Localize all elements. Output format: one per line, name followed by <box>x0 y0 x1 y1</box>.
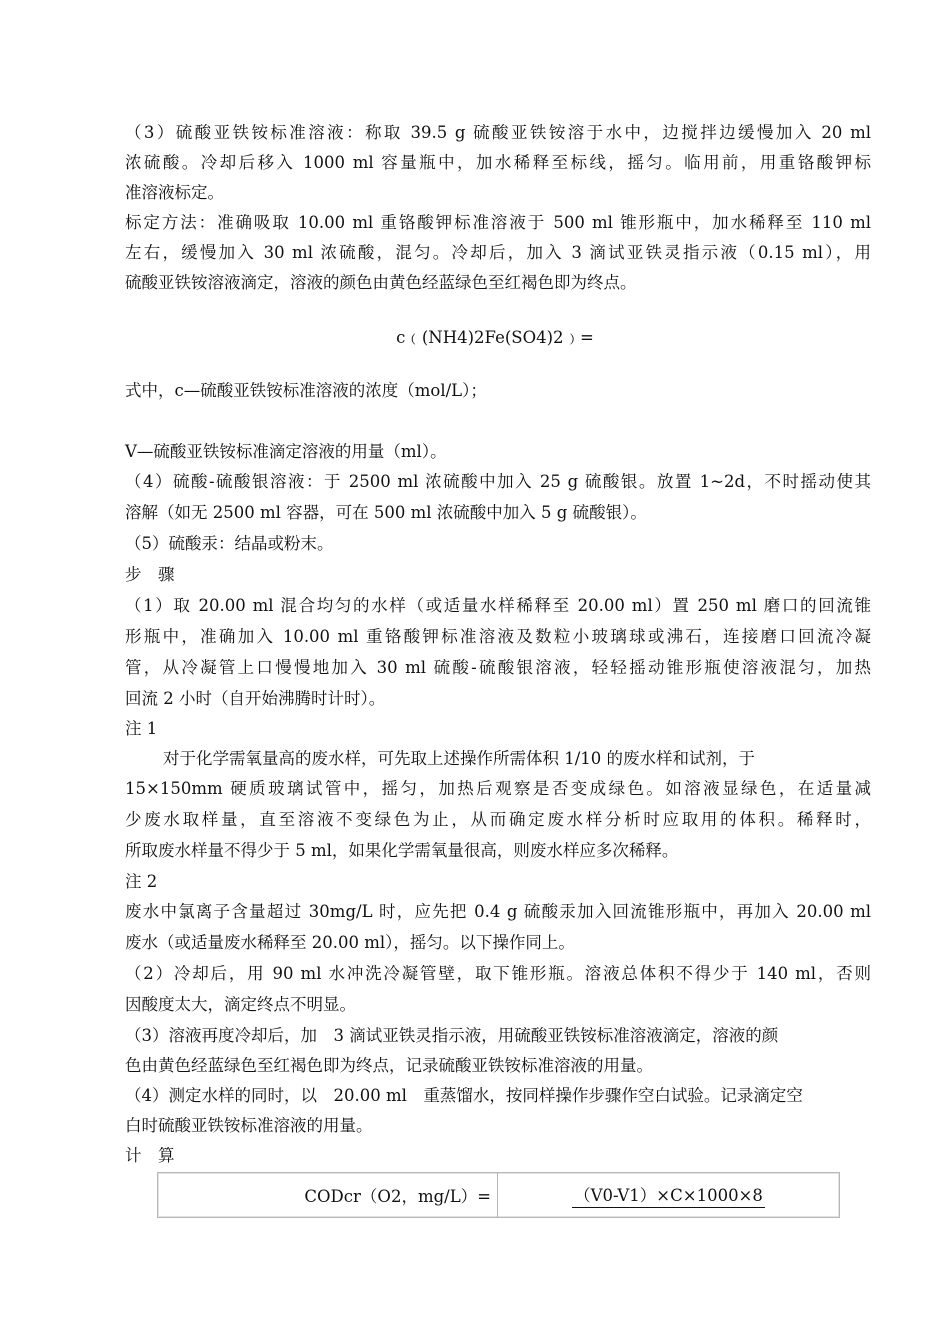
section-heading-calculation: 计 算 <box>125 1146 175 1165</box>
paragraph-line: 溶解（如无 2500 ml 容器，可在 500 ml 浓硫酸中加入 5 g 硫酸银）。 <box>125 503 647 522</box>
note-heading-1: 注 1 <box>125 719 158 738</box>
paragraph-line: 左右，缓慢加入 30 ml 浓硫酸，混匀。冷却后，加入 3 滴试亚铁灵指示液（0.15 ml），用 <box>125 243 871 262</box>
paragraph-line: 浓硫酸。冷却后移入 1000 ml 容量瓶中，加水稀释至标线，摇匀。临用前，用重铬酸钾标 <box>125 153 871 172</box>
paragraph-line: （3）硫酸亚铁铵标准溶液：称取 39.5 g 硫酸亚铁铵溶于水中，边搅拌边缓慢加入 20 ml <box>125 123 871 142</box>
paragraph-line: 准溶液标定。 <box>125 183 224 202</box>
paragraph-line: V—硫酸亚铁铵标准滴定溶液的用量（ml）。 <box>125 442 447 461</box>
cod-formula-table <box>157 1172 840 1218</box>
paragraph-line: （2）冷却后，用 90 ml 水冲洗冷凝管壁，取下锥形瓶。溶液总体积不得少于 140 ml，否则 <box>125 964 871 983</box>
paragraph-line: 少废水取样量，直至溶液不变绿色为止，从而确定废水样分析时应取用的体积。稀释时， <box>125 810 871 829</box>
paragraph-line: （4）测定水样的同时，以 20.00 ml 重蒸馏水，按同样操作步骤作空白试验。记录滴定空 <box>125 1086 803 1105</box>
formula-numerator: （V0-V1）×C×1000×8 <box>572 1182 765 1208</box>
paragraph-line: 回流 2 小时（自开始沸腾时计时）。 <box>125 689 386 708</box>
formula-right-cell <box>498 1173 839 1217</box>
paragraph-line: 管，从冷凝管上口慢慢地加入 30 ml 硫酸-硫酸银溶液，轻轻摇动锥形瓶使溶液混匀，加热 <box>125 658 871 677</box>
paragraph-line: （3）溶液再度冷却后，加 3 滴试亚铁灵指示液，用硫酸亚铁铵标准溶液滴定，溶液的颜 <box>125 1026 779 1045</box>
paragraph-line: 标定方法：准确吸取 10.00 ml 重铬酸钾标准溶液于 500 ml 锥形瓶中，加水稀释至 110 ml <box>125 213 871 232</box>
paragraph-line: 白时硫酸亚铁铵标准溶液的用量。 <box>125 1116 373 1135</box>
paragraph-line: （5）硫酸汞：结晶或粉末。 <box>125 534 334 553</box>
paragraph-line: 硫酸亚铁铵溶液滴定，溶液的颜色由黄色经蓝绿色至红褐色即为终点。 <box>125 273 637 292</box>
paragraph-line: 所取废水样量不得少于 5 ml，如果化学需氧量很高，则废水样应多次稀释。 <box>125 841 679 860</box>
paragraph-line: 式中，c—硫酸亚铁铵标准溶液的浓度（mol/L）； <box>125 381 487 400</box>
formula-lhs: CODcr（O2，mg/L）= <box>304 1187 491 1206</box>
paragraph-line: 废水（或适量废水稀释至 20.00 ml），摇匀。以下操作同上。 <box>125 933 575 952</box>
paragraph-line: 因酸度太大，滴定终点不明显。 <box>125 995 356 1014</box>
paragraph-line: （4）硫酸-硫酸银溶液：于 2500 ml 浓硫酸中加入 25 g 硫酸银。放置 1~2d，不时摇动使其 <box>125 472 871 491</box>
paragraph-line: 色由黄色经蓝绿色至红褐色即为终点，记录硫酸亚铁铵标准溶液的用量。 <box>125 1056 653 1075</box>
section-heading-steps: 步 骤 <box>125 565 175 584</box>
note-heading-2: 注 2 <box>125 872 158 891</box>
paragraph-line: （1）取 20.00 ml 混合均匀的水样（或适量水样稀释至 20.00 ml）置 250 ml 磨口的回流锥 <box>125 596 871 615</box>
formula-concentration: c﹙(NH4)2Fe(SO4)2﹚= <box>396 328 594 347</box>
paragraph-line: 形瓶中，准确加入 10.00 ml 重铬酸钾标准溶液及数粒小玻璃球或沸石，连接磨口回流冷凝 <box>125 627 871 646</box>
formula-left-cell <box>158 1173 498 1217</box>
paragraph-line: 废水中氯离子含量超过 30mg/L 时，应先把 0.4 g 硫酸汞加入回流锥形瓶中，再加入 20.00 ml <box>125 902 871 921</box>
paragraph-line: 对于化学需氧量高的废水样，可先取上述操作所需体积 1/10 的废水样和试剂，于 <box>163 749 756 768</box>
paragraph-line: 15×150mm 硬质玻璃试管中，摇匀，加热后观察是否变成绿色。如溶液显绿色，在适量减 <box>125 779 871 798</box>
